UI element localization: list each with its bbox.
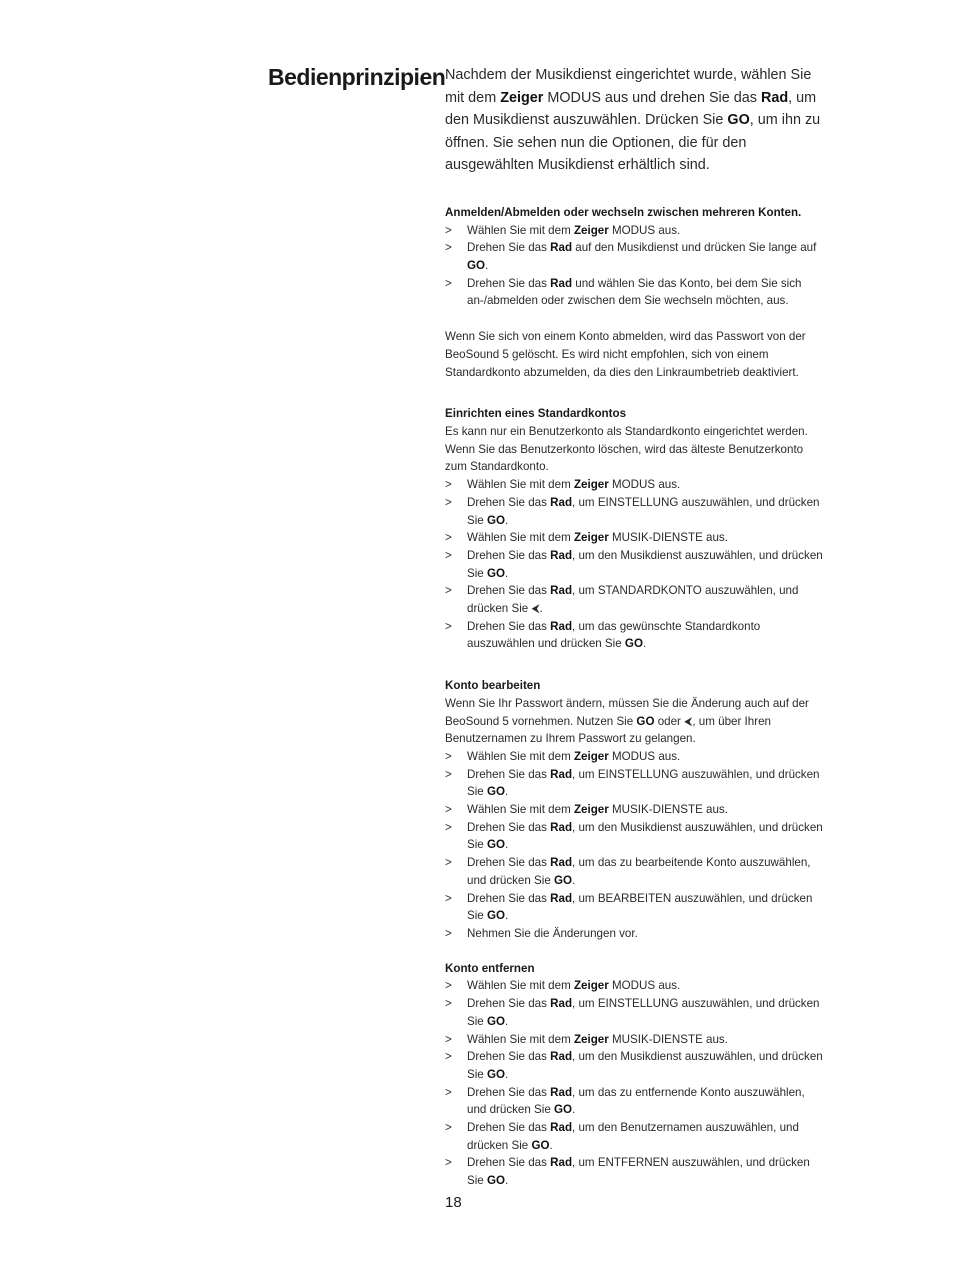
list-item: > Drehen Sie das Rad, um den Benutzernamen auszuwählen, und drücken Sie GO. (445, 1119, 825, 1154)
instruction-list (445, 748, 825, 943)
list-item: > Wählen Sie mit dem Zeiger MODUS aus. (445, 977, 825, 995)
intro-paragraph: Nachdem der Musikdienst eingerichtet wurde, wählen Sie mit dem Zeiger MODUS aus und drehen Sie das Rad, um den Musikdienst auszuwählen. Drücken Sie GO, um ihn zu öffnen. Sie sehen nun die Optionen, die für den ausgewählten Musikdienst erhältlich sind. (445, 67, 821, 174)
page-heading: Bedienprinzipien (268, 64, 446, 90)
list-item: > Wählen Sie mit dem Zeiger MODUS aus. (445, 748, 825, 766)
list-item: > Drehen Sie das Rad, um den Musikdienst auszuwählen, und drücken Sie GO. (445, 547, 825, 582)
section-text: Es kann nur ein Benutzerkonto als Standardkonto eingerichtet werden. Wenn Sie das Benutzerkonto löschen, wird das älteste Benutzerkonto zum Standardkonto. (445, 425, 808, 474)
list-item: > Drehen Sie das Rad, um STANDARDKONTO auszuwählen, und drücken Sie ⮜. (445, 582, 825, 617)
list-item: > Wählen Sie mit dem Zeiger MODUS aus. (445, 222, 825, 240)
list-item: > Nehmen Sie die Änderungen vor. (445, 925, 825, 943)
list-item: > Drehen Sie das Rad, um BEARBEITEN auszuwählen, und drücken Sie GO. (445, 890, 825, 925)
list-item: > Drehen Sie das Rad, um EINSTELLUNG auszuwählen, und drücken Sie GO. (445, 995, 825, 1030)
section-title: Anmelden/Abmelden oder wechseln zwischen mehreren Konten. (445, 205, 802, 219)
list-item: > Drehen Sie das Rad, um EINSTELLUNG auszuwählen, und drücken Sie GO. (445, 494, 825, 529)
list-item: > Drehen Sie das Rad, um das gewünschte Standardkonto auszuwählen und drücken Sie GO. (445, 618, 825, 653)
list-item: > Drehen Sie das Rad und wählen Sie das Konto, bei dem Sie sich an-/abmelden oder zwischen dem Sie wechseln möchten, aus. (445, 275, 825, 310)
section-title: Konto entfernen (445, 961, 535, 975)
instruction-list (445, 977, 825, 1189)
page-number: 18 (445, 1194, 462, 1211)
list-item: > Drehen Sie das Rad auf den Musikdienst und drücken Sie lange auf GO. (445, 239, 825, 274)
list-item: > Wählen Sie mit dem Zeiger MUSIK-DIENSTE aus. (445, 529, 825, 547)
list-item: > Wählen Sie mit dem Zeiger MODUS aus. (445, 476, 825, 494)
content-column (445, 64, 825, 1190)
section-edit-account (445, 677, 825, 943)
list-item: > Wählen Sie mit dem Zeiger MUSIK-DIENSTE aus. (445, 1031, 825, 1049)
section-remove-account (445, 960, 825, 1190)
section-text: Wenn Sie Ihr Passwort ändern, müssen Sie die Änderung auch auf der BeoSound 5 vornehmen. Nutzen Sie GO oder ⮜, um über Ihren Benutzernamen zu Ihrem Passwort zu gelangen. (445, 696, 809, 746)
instruction-list (445, 222, 825, 311)
section-note: Wenn Sie sich von einem Konto abmelden, wird das Passwort von der BeoSound 5 gelöscht. Es wird nicht empfohlen, sich von einem Standardkonto abzumelden, da dies den Linkraumbetrieb deaktiviert. (445, 330, 806, 379)
list-item: > Drehen Sie das Rad, um den Musikdienst auszuwählen, und drücken Sie GO. (445, 1048, 825, 1083)
list-item: > Drehen Sie das Rad, um das zu entfernende Konto auszuwählen, und drücken Sie GO. (445, 1084, 825, 1119)
list-item: > Drehen Sie das Rad, um ENTFERNEN auszuwählen, und drücken Sie GO. (445, 1154, 825, 1189)
section-accounts-switch (445, 204, 825, 381)
list-item: > Wählen Sie mit dem Zeiger MUSIK-DIENSTE aus. (445, 801, 825, 819)
section-default-account (445, 405, 825, 653)
list-item: > Drehen Sie das Rad, um das zu bearbeitende Konto auszuwählen, und drücken Sie GO. (445, 854, 825, 889)
instruction-list (445, 476, 825, 653)
list-item: > Drehen Sie das Rad, um EINSTELLUNG auszuwählen, und drücken Sie GO. (445, 766, 825, 801)
section-title: Einrichten eines Standardkontos (445, 407, 627, 421)
section-title: Konto bearbeiten (445, 679, 541, 693)
list-item: > Drehen Sie das Rad, um den Musikdienst auszuwählen, und drücken Sie GO. (445, 819, 825, 854)
